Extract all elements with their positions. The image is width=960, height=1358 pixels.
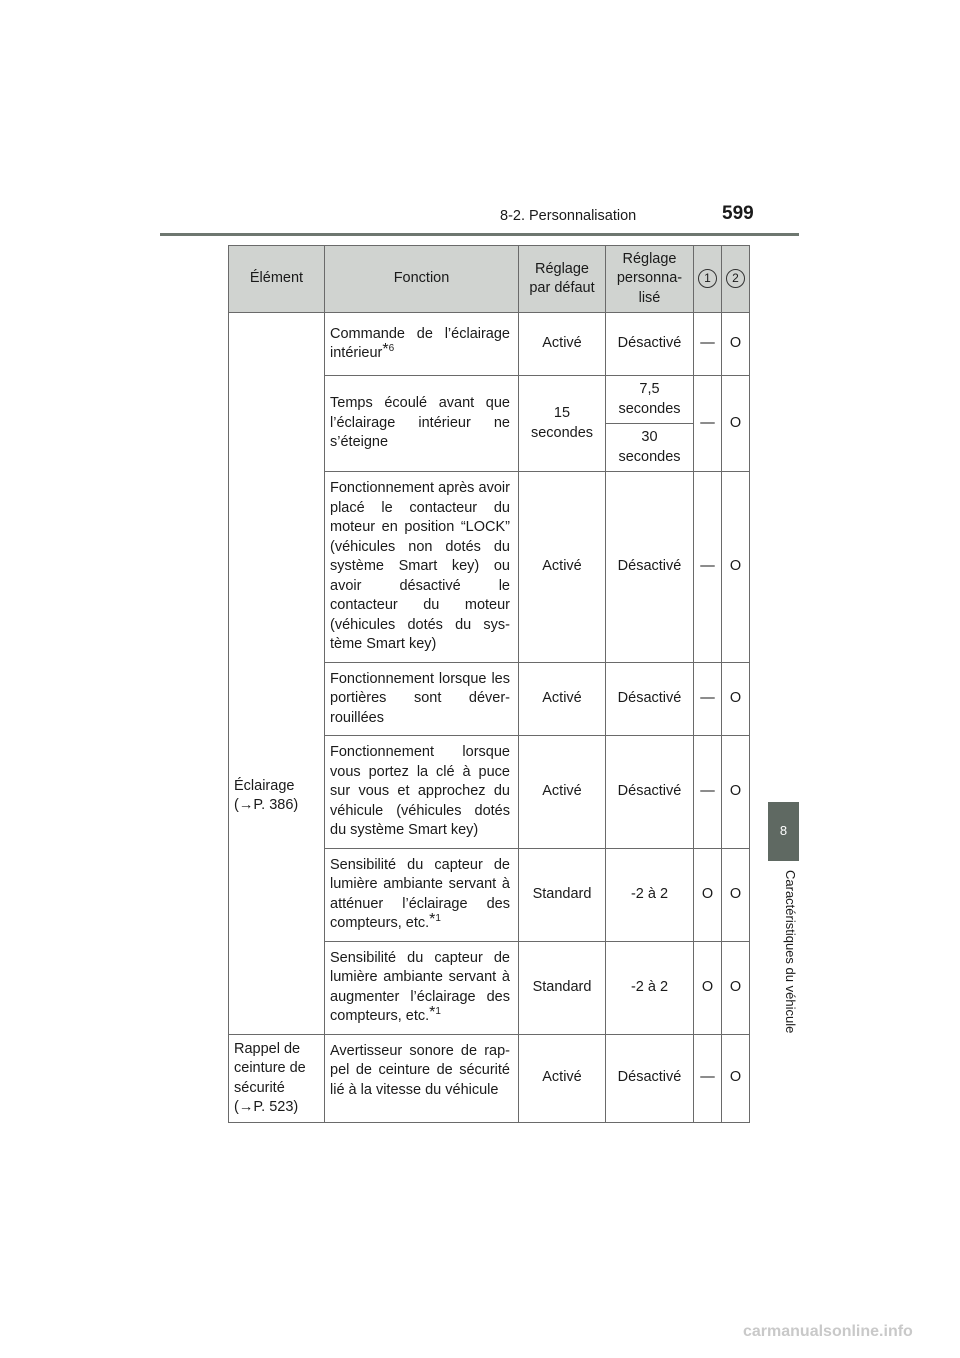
col1-cell: —: [694, 1034, 722, 1122]
col2-cell: O: [722, 313, 750, 376]
default-cell: Activé: [519, 736, 606, 849]
header-col1: [694, 246, 722, 313]
header-default: Réglage par défaut: [519, 246, 606, 313]
col1-cell: —: [694, 313, 722, 376]
col1-cell: —: [694, 736, 722, 849]
element-cell-rappel: Rappel de ceinture de sécurité (→P. 523): [229, 1034, 325, 1122]
custom-cell: Désactivé: [606, 313, 694, 376]
table-row: [229, 1034, 750, 1122]
default-cell: Activé: [519, 662, 606, 736]
watermark: carmanualsonline.info: [743, 1323, 913, 1340]
table-header-row: [229, 246, 750, 313]
custom-cell: -2 à 2: [606, 941, 694, 1034]
default-cell: Standard: [519, 848, 606, 941]
default-cell: Activé: [519, 313, 606, 376]
side-tab-number: 8: [779, 823, 788, 838]
header-element: Élément: [229, 246, 325, 313]
col2-cell: O: [722, 941, 750, 1034]
section-title: 8-2. Personnalisation: [500, 208, 637, 224]
custom-cell: 30 secondes: [606, 424, 694, 472]
col1-cell: —: [694, 662, 722, 736]
header-col2: [722, 246, 750, 313]
custom-cell: Désactivé: [606, 472, 694, 663]
default-cell: Standard: [519, 941, 606, 1034]
function-cell: Sensibilité du capteur de lumière ambiante servant à atténuer l’éclairage des compteurs, etc.$^{*1}$: [325, 848, 519, 941]
custom-cell: Désactivé: [606, 736, 694, 849]
default-cell: Activé: [519, 1034, 606, 1122]
header-custom: Réglage personna- lisé: [606, 246, 694, 313]
circled-2-icon: 2: [726, 269, 745, 288]
function-cell: Fonctionnement lorsque vous portez la clé à puce sur vous et approchez du véhicule (véhicules dotés du système Smart key): [325, 736, 519, 849]
custom-cell: Désactivé: [606, 1034, 694, 1122]
col1-cell: —: [694, 376, 722, 472]
circled-1-icon: 1: [698, 269, 717, 288]
function-cell: Commande de l’éclairage intérieur$^{*6}$: [325, 313, 519, 376]
function-cell: Sensibilité du capteur de lumière ambiante servant à augmenter l’éclairage des compteurs, etc.$^{*1}$: [325, 941, 519, 1034]
table-row: [229, 313, 750, 376]
col2-cell: O: [722, 472, 750, 663]
settings-table: [228, 245, 750, 1123]
side-tab-label: Caractéristiques du véhicule: [783, 870, 798, 1034]
header-rule: [160, 233, 799, 236]
element-cell-eclairage: Éclairage (→P. 386): [229, 313, 325, 1035]
default-cell: 15 secondes: [519, 376, 606, 472]
header-function: Fonction: [325, 246, 519, 313]
custom-cell: Désactivé: [606, 662, 694, 736]
col2-cell: O: [722, 662, 750, 736]
default-cell: Activé: [519, 472, 606, 663]
col2-cell: O: [722, 736, 750, 849]
col1-cell: —: [694, 472, 722, 663]
function-cell: Temps écoulé avant que l’éclairage intérieur ne s’éteigne: [325, 376, 519, 472]
page-number: 599: [722, 203, 754, 224]
col1-cell: O: [694, 941, 722, 1034]
col2-cell: O: [722, 1034, 750, 1122]
function-cell: Fonctionnement après avoir placé le contacteur du moteur en position “LOCK” (véhicules non dotés du système Smart key) ou avoir désactivé le contacteur du moteur (véhicules dotés du sys-tème Smart key): [325, 472, 519, 663]
col1-cell: O: [694, 848, 722, 941]
custom-cell: 7,5 secondes: [606, 376, 694, 424]
custom-cell: -2 à 2: [606, 848, 694, 941]
col2-cell: O: [722, 376, 750, 472]
function-cell: Avertisseur sonore de rap-pel de ceinture de sécurité lié à la vitesse du véhicule: [325, 1034, 519, 1122]
col2-cell: O: [722, 848, 750, 941]
function-cell: Fonctionnement lorsque les portières sont déver-rouillées: [325, 662, 519, 736]
